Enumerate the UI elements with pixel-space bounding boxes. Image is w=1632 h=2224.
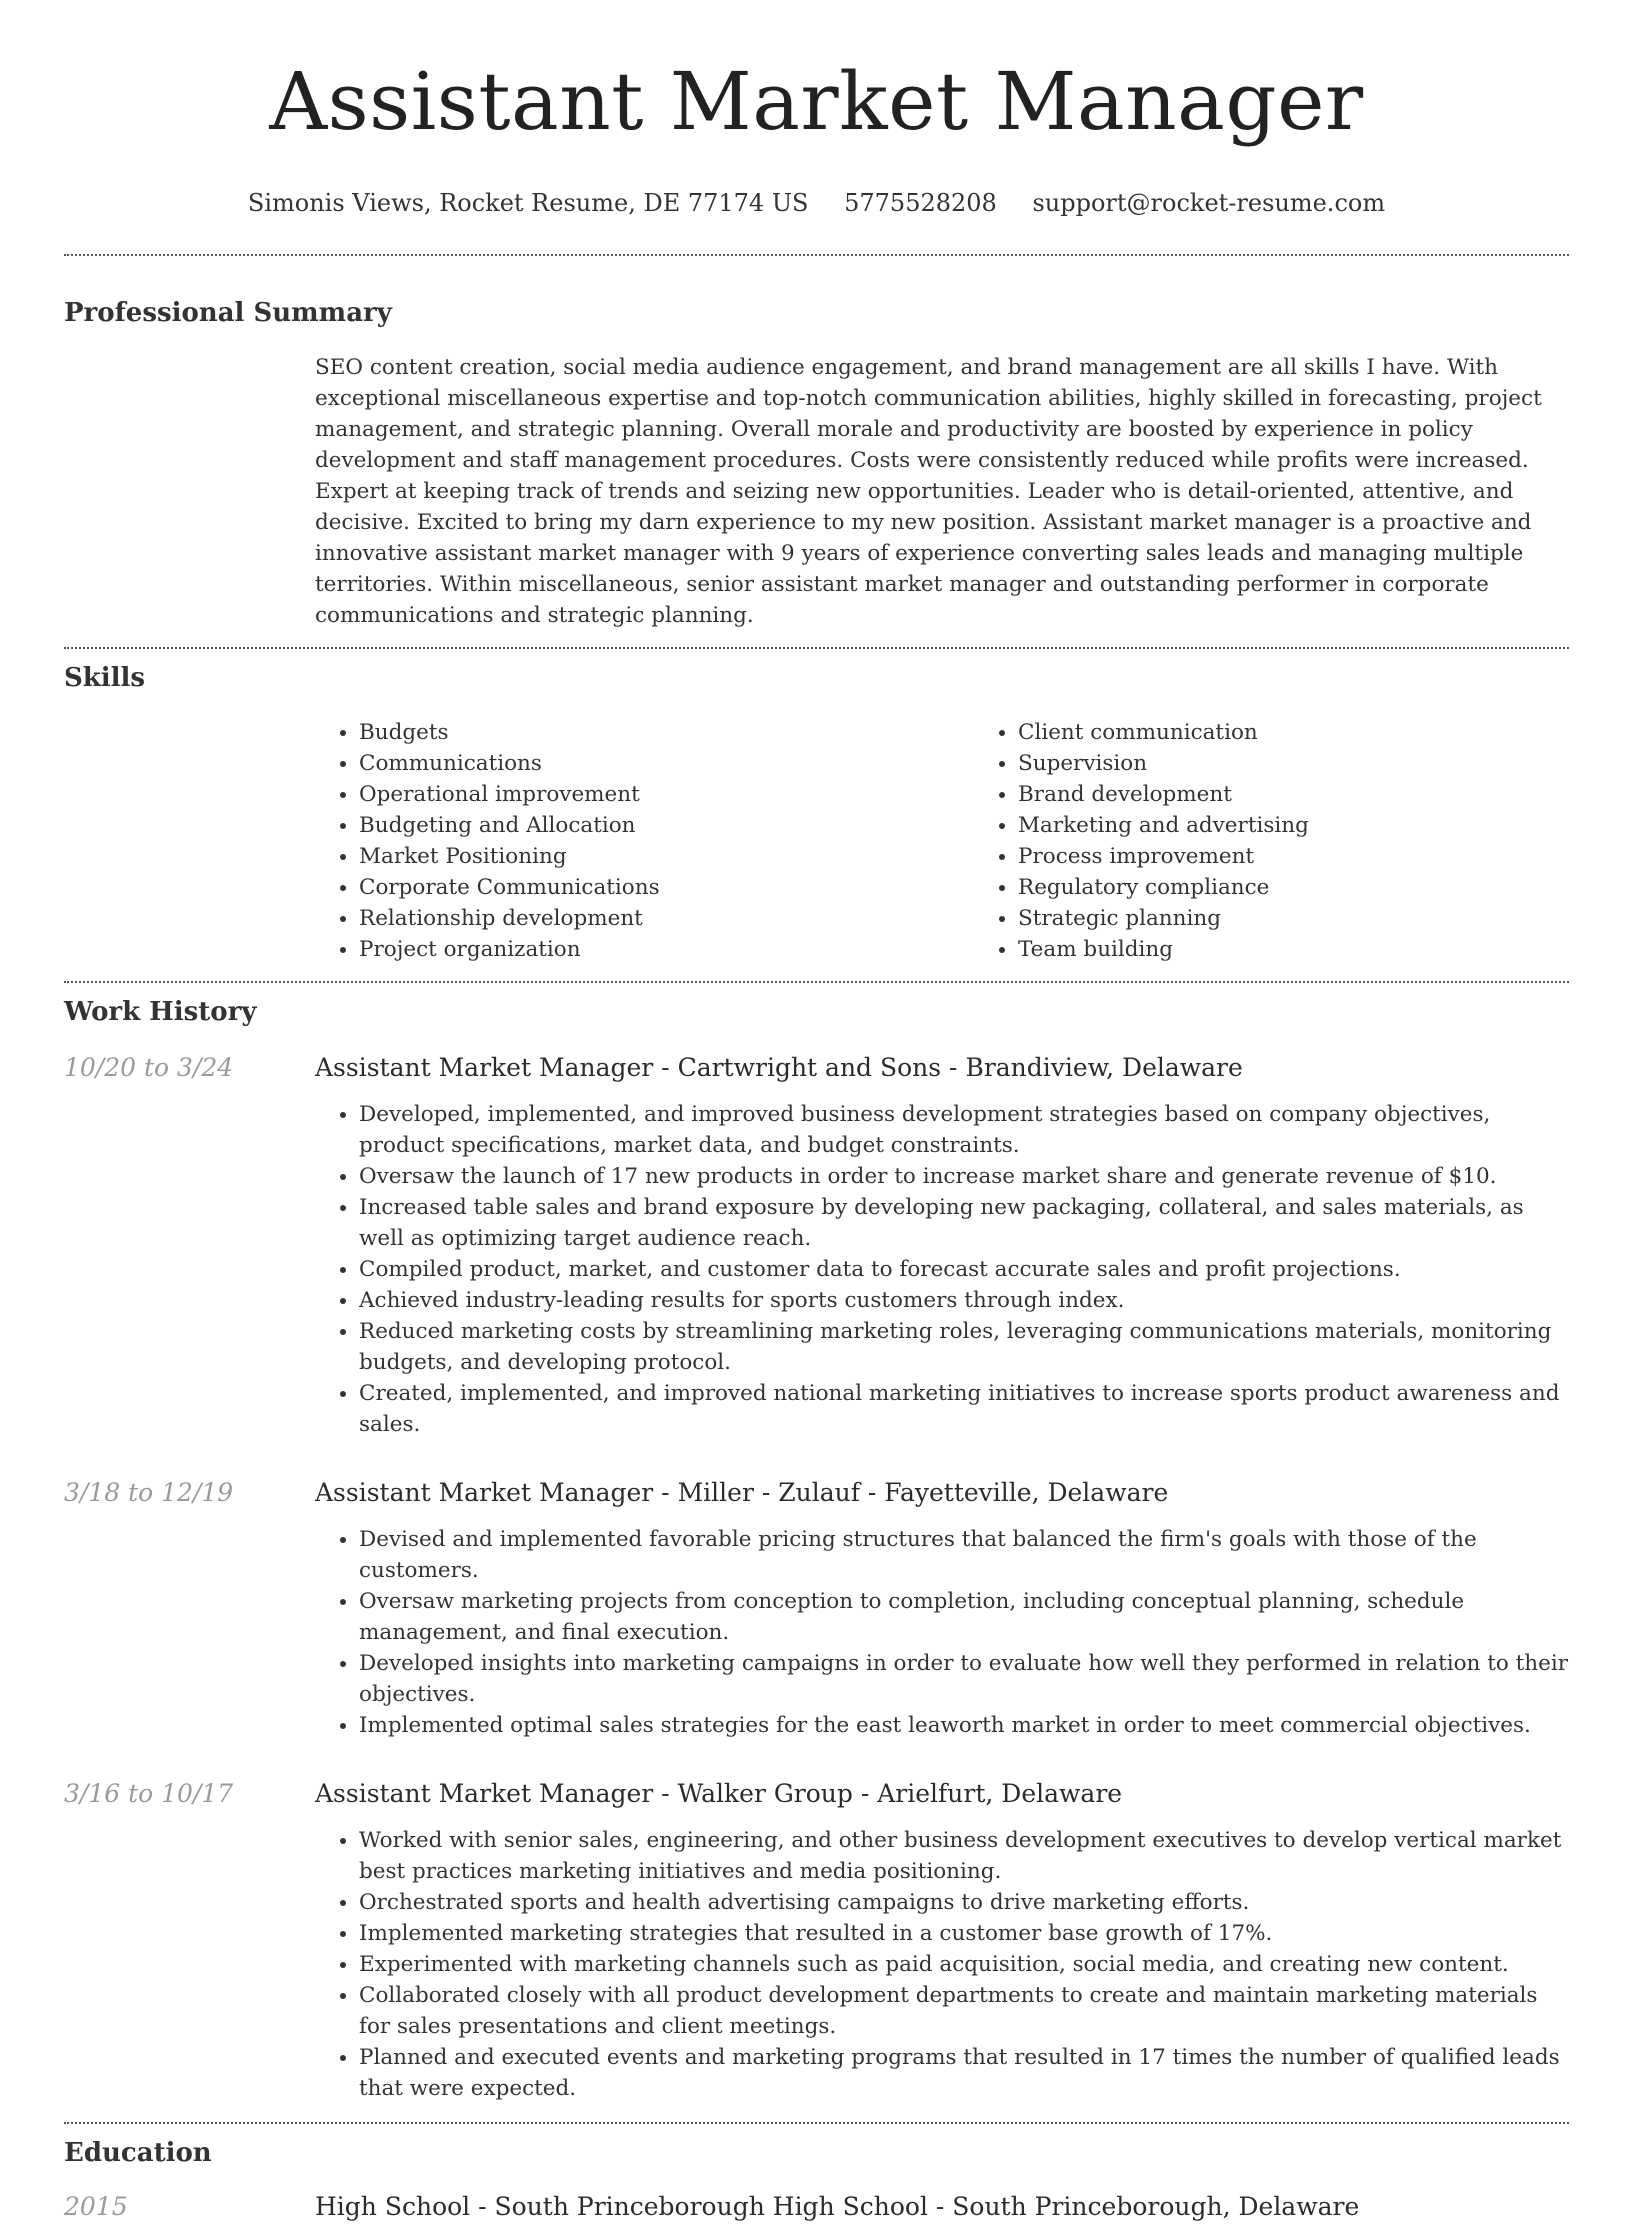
job-bullets bbox=[315, 1099, 1569, 1440]
skill-item: • Supervision bbox=[1018, 748, 1632, 779]
job-bullet: • Implemented marketing strategies that resulted in a customer base growth of 17%. bbox=[359, 1918, 1569, 1949]
education-entry bbox=[64, 2190, 1569, 2224]
education-year: 2015 bbox=[64, 2192, 128, 2221]
skills-left-spacer bbox=[64, 717, 315, 965]
skill-item: • Budgets bbox=[359, 717, 974, 748]
section-divider bbox=[64, 647, 1569, 649]
skill-item: • Project organization bbox=[359, 934, 974, 965]
contact-line bbox=[64, 188, 1569, 218]
job-bullet: • Increased table sales and brand exposure by developing new packaging, collateral, and sales materials, as well as optimizing target audience reach. bbox=[359, 1192, 1569, 1254]
job-left-spacer bbox=[64, 1099, 315, 1440]
job-entry bbox=[64, 1051, 1569, 1440]
job-bullet: • Worked with senior sales, engineering, and other business development executives to develop vertical market best practices marketing initiatives and media positioning. bbox=[359, 1825, 1569, 1887]
job-left-spacer bbox=[64, 1524, 315, 1741]
job-bullet: • Developed, implemented, and improved business development strategies based on company objectives, product specifications, market data, and budget constraints. bbox=[359, 1099, 1569, 1161]
summary-section bbox=[64, 296, 1569, 631]
resume-name: Assistant Market Manager bbox=[269, 55, 1364, 148]
job-bullet: • Developed insights into marketing campaigns in order to evaluate how well they performed in relation to their objectives. bbox=[359, 1648, 1569, 1710]
skill-item: • Team building bbox=[1018, 934, 1632, 965]
skill-item: • Corporate Communications bbox=[359, 872, 974, 903]
job-bullet: • Orchestrated sports and health advertising campaigns to drive marketing efforts. bbox=[359, 1887, 1569, 1918]
resume-page bbox=[64, 0, 1569, 2224]
skill-item: • Strategic planning bbox=[1018, 903, 1632, 934]
job-bullet: • Achieved industry-leading results for sports customers through index. bbox=[359, 1285, 1569, 1316]
skills-section bbox=[64, 661, 1569, 965]
section-divider bbox=[64, 254, 1569, 256]
job-heading: Assistant Market Manager - Walker Group - Arielfurt, Delaware bbox=[315, 1779, 1123, 1808]
job-bullet: • Experimented with marketing channels such as paid acquisition, social media, and creating new content. bbox=[359, 1949, 1569, 1980]
job-dates: 3/18 to 12/19 bbox=[64, 1478, 234, 1507]
skill-item: • Budgeting and Allocation bbox=[359, 810, 974, 841]
work-title: Work History bbox=[64, 997, 257, 1027]
section-divider bbox=[64, 981, 1569, 983]
job-bullets bbox=[315, 1825, 1569, 2104]
skill-item: • Regulatory compliance bbox=[1018, 872, 1632, 903]
job-left-spacer bbox=[64, 1825, 315, 2104]
skills-title: Skills bbox=[64, 663, 146, 693]
education-heading: High School - South Princeborough High School - South Princeborough, Delaware bbox=[315, 2192, 1360, 2221]
job-heading: Assistant Market Manager - Cartwright and Sons - Brandiview, Delaware bbox=[315, 1053, 1243, 1082]
summary-left-spacer bbox=[64, 352, 315, 631]
job-bullet: • Collaborated closely with all product development departments to create and maintain marketing materials for sales presentations and client meetings. bbox=[359, 1980, 1569, 2042]
job-heading: Assistant Market Manager - Miller - Zulauf - Fayetteville, Delaware bbox=[315, 1478, 1169, 1507]
job-bullet: • Implemented optimal sales strategies for the east leaworth market in order to meet commercial objectives. bbox=[359, 1710, 1569, 1741]
skills-list-left bbox=[315, 717, 974, 965]
job-dates: 10/20 to 3/24 bbox=[64, 1053, 234, 1082]
skill-item: • Process improvement bbox=[1018, 841, 1632, 872]
summary-text: SEO content creation, social media audience engagement, and brand management are all skills I have. With exceptional miscellaneous expertise and top-notch communication abilities, highly skilled in forecasting, project management, and strategic planning. Overall morale and productivity are boosted by experience in policy development and staff management procedures. Costs were consistently reduced while profits were increased. Expert at keeping track of trends and seizing new opportunities. Leader who is detail-oriented, attentive, and decisive. Excited to bring my darn experience to my new position. Assistant market manager is a proactive and innovative assistant market manager with 9 years of experience converting sales leads and managing multiple territories. Within miscellaneous, senior assistant market manager and outstanding performer in corporate communications and strategic planning. bbox=[315, 355, 1542, 628]
skill-item: • Client communication bbox=[1018, 717, 1632, 748]
job-bullet: • Planned and executed events and marketing programs that resulted in 17 times the number of qualified leads that were expected. bbox=[359, 2042, 1569, 2104]
job-bullet: • Compiled product, market, and customer data to forecast accurate sales and profit projections. bbox=[359, 1254, 1569, 1285]
skills-list-right bbox=[974, 717, 1632, 965]
section-divider bbox=[64, 2122, 1569, 2124]
skill-item: • Communications bbox=[359, 748, 974, 779]
job-bullet: • Reduced marketing costs by streamlining marketing roles, leveraging communications materials, monitoring budgets, and developing protocol. bbox=[359, 1316, 1569, 1378]
job-dates: 3/16 to 10/17 bbox=[64, 1779, 234, 1808]
contact-address: Simonis Views, Rocket Resume, DE 77174 US bbox=[247, 189, 809, 217]
job-bullet: • Oversaw marketing projects from conception to completion, including conceptual planning, schedule management, and final execution. bbox=[359, 1586, 1569, 1648]
education-title: Education bbox=[64, 2138, 212, 2168]
contact-phone: 5775528208 bbox=[844, 189, 997, 217]
skill-item: • Market Positioning bbox=[359, 841, 974, 872]
job-entry bbox=[64, 1777, 1569, 2104]
job-bullet: • Oversaw the launch of 17 new products in order to increase market share and generate revenue of $10. bbox=[359, 1161, 1569, 1192]
education-section bbox=[64, 2136, 1569, 2224]
skill-item: • Relationship development bbox=[359, 903, 974, 934]
job-bullet: • Created, implemented, and improved national marketing initiatives to increase sports product awareness and sales. bbox=[359, 1378, 1569, 1440]
job-bullets bbox=[315, 1524, 1569, 1741]
job-bullet: • Devised and implemented favorable pricing structures that balanced the firm's goals with those of the customers. bbox=[359, 1524, 1569, 1586]
skill-item: • Brand development bbox=[1018, 779, 1632, 810]
skill-item: • Operational improvement bbox=[359, 779, 974, 810]
work-section bbox=[64, 995, 1569, 2104]
contact-email: support@rocket-resume.com bbox=[1032, 189, 1386, 217]
skill-item: • Marketing and advertising bbox=[1018, 810, 1632, 841]
job-entry bbox=[64, 1476, 1569, 1741]
summary-title: Professional Summary bbox=[64, 298, 392, 328]
